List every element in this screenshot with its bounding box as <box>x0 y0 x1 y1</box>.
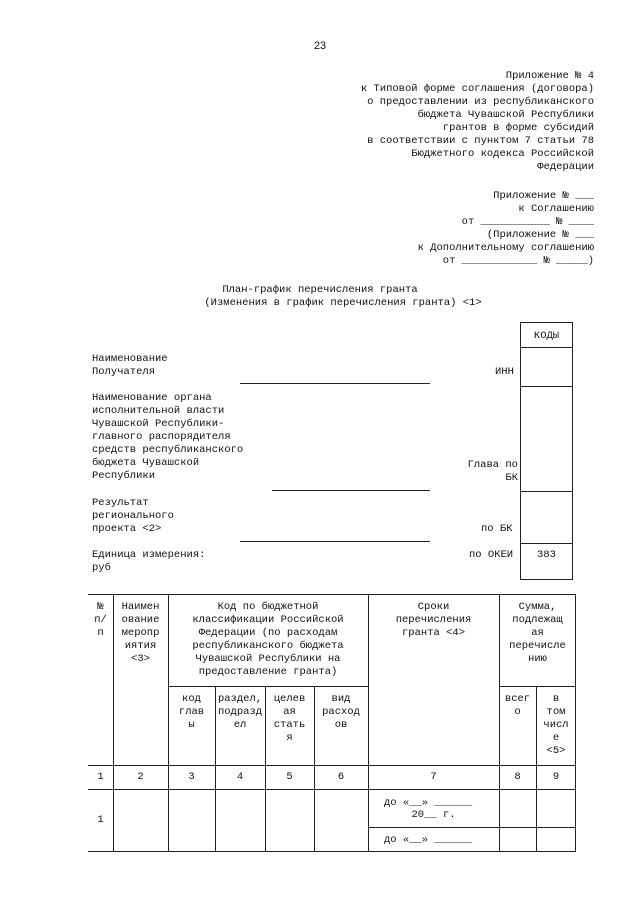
col-number: 4 <box>236 771 244 783</box>
codes-column <box>520 322 573 580</box>
th-number: № п/ п <box>94 601 107 639</box>
term-date-2: до «__» ______ <box>384 834 473 846</box>
th-transfer-terms: Сроки перечисления гранта <4> <box>395 601 472 639</box>
result-label: Результат регионального проекта <2> <box>92 497 174 535</box>
transfer-schedule-table <box>88 594 576 852</box>
header-line: Приложение № 4 <box>505 70 594 82</box>
th-vid-rashodov: вид расход ов <box>322 693 360 731</box>
col-number: 6 <box>337 771 345 783</box>
col-number: 8 <box>514 771 521 783</box>
document-title: План-график перечисления гранта <box>222 284 418 296</box>
page-number: 23 <box>313 40 327 52</box>
document-subtitle: (Изменения в график перечисления гранта) <1> <box>204 297 482 309</box>
col-number: 9 <box>552 771 560 783</box>
header-line: в соответствии с пунктом 7 статьи 78 <box>367 135 594 147</box>
th-vsego: всег о <box>504 693 531 718</box>
appendix-line: от ___________ № ____ <box>461 216 594 228</box>
inn-label: ИНН <box>495 366 514 378</box>
th-v-tom-chisle: в том числ е <5> <box>543 693 569 757</box>
header-line: Бюджетного кодекса Российской <box>411 148 594 160</box>
po-bk-label: по БК <box>481 523 513 535</box>
organ-underline <box>272 490 430 491</box>
result-underline <box>240 541 430 542</box>
organ-label: Наименование органа исполнительной власти Чувашской Республики- главного распорядителя средств республиканского бюджета Чувашской Республики <box>92 392 244 482</box>
th-sum: Сумма, подлежащ ая перечисле нию <box>509 601 566 665</box>
th-celevaya: целев ая стать я <box>273 693 306 744</box>
header-line: Федерации <box>537 161 594 173</box>
po-okei-label: по ОКЕИ <box>469 549 514 561</box>
term-year-1: 20__ г. <box>411 809 456 821</box>
recipient-label: Наименование Получателя <box>92 353 168 378</box>
codes-header: КОДЫ <box>533 330 560 342</box>
header-line: бюджета Чувашской Республики <box>417 109 594 121</box>
appendix-line: к Дополнительному соглашению <box>417 242 594 254</box>
col-number: 1 <box>97 771 104 783</box>
unit-label: Единица измерения: руб <box>92 549 206 574</box>
col-number: 2 <box>137 771 144 783</box>
col-number: 5 <box>286 771 293 783</box>
recipient-underline <box>240 383 430 384</box>
th-budget-code: Код по бюджетной классификации Российской Федерации (по расходам республиканского бюджета Чувашской Республики на предоставление гранта) <box>192 601 344 678</box>
header-line: грантов в форме субсидий <box>442 122 594 134</box>
glava-bk-label: Глава по БК <box>467 459 518 484</box>
appendix-line: от ____________ № _____) <box>442 255 594 267</box>
appendix-line: к Соглашению <box>518 203 594 215</box>
appendix-line: Приложение № ___ <box>493 190 594 202</box>
th-razdel: раздел, подразд ел <box>217 693 263 731</box>
header-line: о предоставлении из республиканского <box>367 96 594 108</box>
appendix-line: (Приложение № ___ <box>486 229 594 241</box>
okei-code: 383 <box>537 549 556 561</box>
agreement-appendix-block <box>418 190 594 268</box>
row-number: 1 <box>97 814 104 826</box>
header-line: к Типовой форме соглашения (договора) <box>360 83 594 95</box>
th-code-glava: код глав ы <box>178 693 205 731</box>
col-number: 3 <box>188 771 195 783</box>
col-number: 7 <box>430 771 437 783</box>
term-date-1: до «__» ______ <box>384 797 473 809</box>
appendix-header-block <box>361 70 594 174</box>
th-event-name: Наимен ование меропр иятия <3> <box>121 601 160 665</box>
